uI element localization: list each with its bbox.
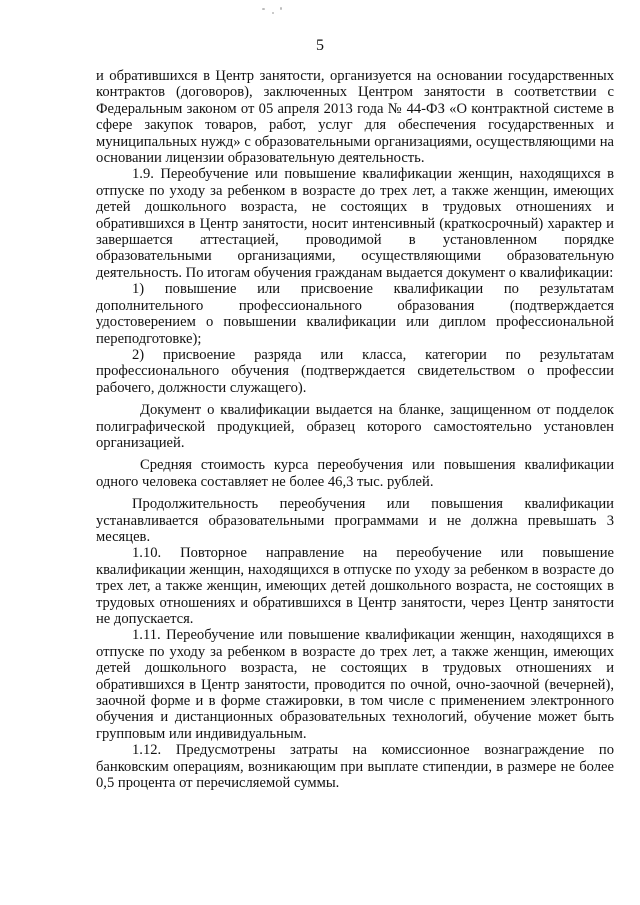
document-body: [96, 68, 614, 791]
page-number: 5: [316, 37, 324, 54]
scan-speck: [280, 7, 282, 10]
paragraph-1-12: 1.12. Предусмотрены затраты на комиссионное вознаграждение по банковским операциям, возникающим при выплате стипендии, в размере не более 0,5 процента от перечисляемой суммы.: [96, 742, 614, 792]
paragraph-document-form: Документ о квалификации выдается на бланке, защищенном от подделок полиграфической продукцией, образец которого самостоятельно установлен организацией.: [96, 402, 614, 451]
scan-speck: [262, 8, 265, 10]
paragraph-duration: Продолжительность переобучения или повышения квалификации устанавливается образовательными программами и не должна превышать 3 месяцев.: [96, 496, 614, 545]
paragraph-continuation: и обратившихся в Центр занятости, организуется на основании государственных контрактов (договоров), заключенных Центром занятости в соответствии с Федеральным законом от 05 апреля 2013 года № 44-ФЗ «О контрактной системе в сфере закупок товаров, работ, услуг для обеспечения государственных и муниципальных нужд» с образовательными организациями, осуществляющими на основании лицензии образовательную деятельность.: [96, 68, 614, 167]
scan-speck: [272, 12, 274, 14]
list-item-1: 1) повышение или присвоение квалификации по результатам дополнительного профессионального образования (подтверждается удостоверением о повышении квалификации или диплом профессиональной переподготовке);: [96, 281, 614, 347]
paragraph-1-11: 1.11. Переобучение или повышение квалификации женщин, находящихся в отпуске по уходу за ребенком в возрасте до трех лет, а также женщин, имеющих детей дошкольного возраста, не состоящих в трудовых отношениях и обратившихся в Центр занятости, проводится по очной, очно-заочной (вечерней), заочной форме и в форме стажировки, в том числе с применением электронного обучения и дистанционных образовательных технологий, обучение может быть групповым или индивидуальным.: [96, 627, 614, 742]
list-item-2: 2) присвоение разряда или класса, категории по результатам профессионального обучения (подтверждается свидетельством о профессии рабочего, должности служащего).: [96, 346, 614, 396]
paragraph-1-9: 1.9. Переобучение или повышение квалификации женщин, находящихся в отпуске по уходу за ребенком в возрасте до трех лет, а также женщин, имеющих детей дошкольного возраста, не состоящих в трудовых отношениях и обратившихся в Центр занятости, носит интенсивный (краткосрочный) характер и завершается аттестацией, проводимой в установленном порядке образовательными организациями, осуществляющими образовательную деятельность. По итогам обучения гражданам выдается документ о квалификации:: [96, 166, 614, 281]
paragraph-average-cost: Средняя стоимость курса переобучения или повышения квалификации одного человека составляет не более 46,3 тыс. рублей.: [96, 457, 614, 490]
paragraph-1-10: 1.10. Повторное направление на переобучение или повышение квалификации женщин, находящихся в отпуске по уходу за ребенком в возрасте до трех лет, а также женщин, имеющих детей дошкольного возраста, не состоящих в трудовых отношениях и обратившихся в Центр занятости, через Центр занятости не допускается.: [96, 545, 614, 627]
